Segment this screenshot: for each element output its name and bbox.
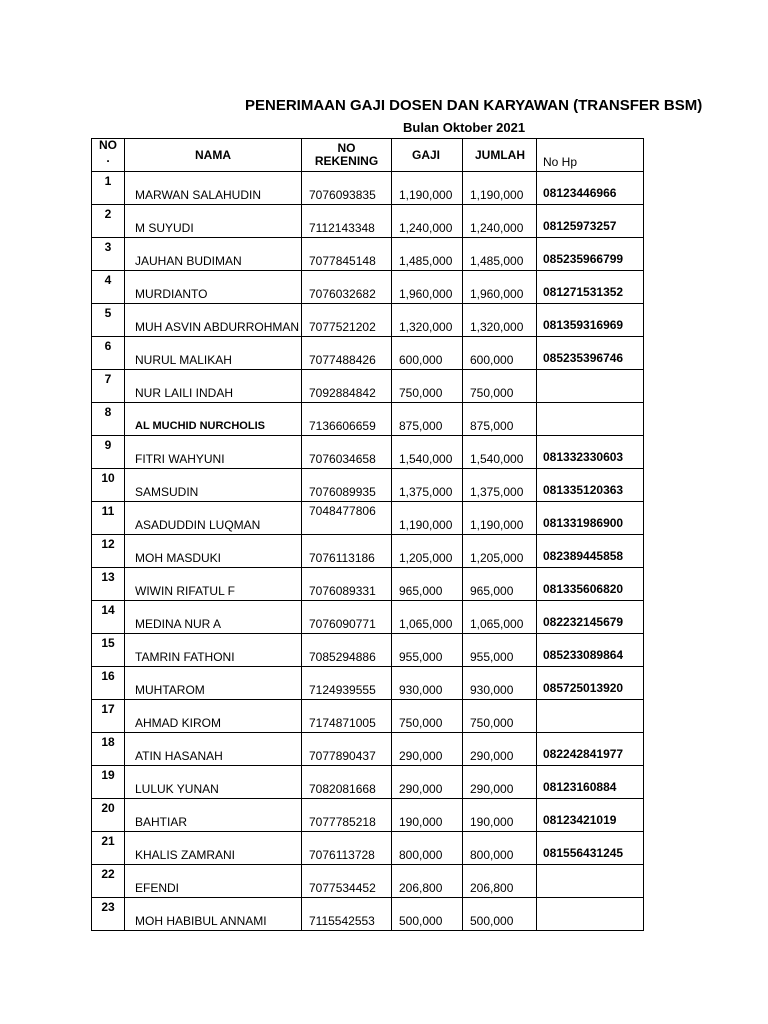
cell-no: 4 bbox=[92, 271, 125, 304]
column-header-rekening-line2: REKENING bbox=[314, 154, 379, 168]
cell-nama: WIWIN RIFATUL F bbox=[125, 568, 302, 601]
cell-gaji: 1,205,000 bbox=[392, 535, 463, 568]
cell-no: 13 bbox=[92, 568, 125, 601]
cell-nama: MOH MASDUKI bbox=[125, 535, 302, 568]
cell-hp: 08123421019 bbox=[537, 799, 644, 832]
cell-nama: MEDINA NUR A bbox=[125, 601, 302, 634]
cell-rekening: 7076032682 bbox=[302, 271, 392, 304]
cell-gaji: 750,000 bbox=[392, 370, 463, 403]
cell-gaji: 1,190,000 bbox=[392, 172, 463, 205]
cell-nama: MARWAN SALAHUDIN bbox=[125, 172, 302, 205]
cell-gaji: 500,000 bbox=[392, 898, 463, 931]
cell-no: 8 bbox=[92, 403, 125, 436]
document-subtitle: Bulan Oktober 2021 bbox=[403, 120, 526, 135]
table-row bbox=[92, 172, 644, 205]
table-row bbox=[92, 733, 644, 766]
cell-jumlah: 1,540,000 bbox=[463, 436, 537, 469]
cell-no: 5 bbox=[92, 304, 125, 337]
cell-jumlah: 930,000 bbox=[463, 667, 537, 700]
cell-gaji: 190,000 bbox=[392, 799, 463, 832]
table-row bbox=[92, 601, 644, 634]
cell-hp bbox=[537, 865, 644, 898]
cell-rekening: 7077488426 bbox=[302, 337, 392, 370]
cell-jumlah: 1,375,000 bbox=[463, 469, 537, 502]
cell-rekening: 7077521202 bbox=[302, 304, 392, 337]
cell-hp: 081332330603 bbox=[537, 436, 644, 469]
cell-no: 19 bbox=[92, 766, 125, 799]
cell-no: 11 bbox=[92, 502, 125, 535]
cell-hp bbox=[537, 370, 644, 403]
cell-jumlah: 206,800 bbox=[463, 865, 537, 898]
cell-nama: ASADUDDIN LUQMAN bbox=[125, 502, 302, 535]
cell-nama: AL MUCHID NURCHOLIS bbox=[125, 403, 302, 436]
table-row bbox=[92, 535, 644, 568]
cell-gaji: 930,000 bbox=[392, 667, 463, 700]
cell-jumlah: 965,000 bbox=[463, 568, 537, 601]
cell-rekening: 7076113186 bbox=[302, 535, 392, 568]
cell-gaji: 965,000 bbox=[392, 568, 463, 601]
cell-nama: KHALIS ZAMRANI bbox=[125, 832, 302, 865]
cell-no: 9 bbox=[92, 436, 125, 469]
cell-jumlah: 500,000 bbox=[463, 898, 537, 931]
cell-gaji: 1,190,000 bbox=[392, 502, 463, 535]
cell-hp bbox=[537, 898, 644, 931]
cell-no: 22 bbox=[92, 865, 125, 898]
cell-hp: 082389445858 bbox=[537, 535, 644, 568]
column-header-gaji: GAJI bbox=[392, 139, 463, 172]
cell-no: 17 bbox=[92, 700, 125, 733]
cell-rekening: 7077845148 bbox=[302, 238, 392, 271]
cell-jumlah: 1,190,000 bbox=[463, 172, 537, 205]
cell-no: 15 bbox=[92, 634, 125, 667]
cell-hp: 082242841977 bbox=[537, 733, 644, 766]
cell-nama: TAMRIN FATHONI bbox=[125, 634, 302, 667]
cell-jumlah: 1,485,000 bbox=[463, 238, 537, 271]
cell-rekening: 7174871005 bbox=[302, 700, 392, 733]
cell-rekening: 7076089331 bbox=[302, 568, 392, 601]
cell-rekening: 7076090771 bbox=[302, 601, 392, 634]
table-row bbox=[92, 898, 644, 931]
cell-jumlah: 290,000 bbox=[463, 733, 537, 766]
cell-nama: AHMAD KIROM bbox=[125, 700, 302, 733]
cell-hp: 082232145679 bbox=[537, 601, 644, 634]
cell-hp: 081271531352 bbox=[537, 271, 644, 304]
column-header-no-line2: . bbox=[106, 151, 110, 165]
cell-no: 10 bbox=[92, 469, 125, 502]
cell-nama: NUR LAILI INDAH bbox=[125, 370, 302, 403]
cell-nama: ATIN HASANAH bbox=[125, 733, 302, 766]
cell-gaji: 1,375,000 bbox=[392, 469, 463, 502]
table-row bbox=[92, 205, 644, 238]
cell-nama: JAUHAN BUDIMAN bbox=[125, 238, 302, 271]
column-header-no bbox=[92, 139, 125, 172]
cell-nama: EFENDI bbox=[125, 865, 302, 898]
table-row bbox=[92, 502, 644, 535]
cell-no: 23 bbox=[92, 898, 125, 931]
cell-rekening: 7092884842 bbox=[302, 370, 392, 403]
table-row bbox=[92, 700, 644, 733]
cell-gaji: 600,000 bbox=[392, 337, 463, 370]
cell-hp: 081359316969 bbox=[537, 304, 644, 337]
cell-rekening: 7077890437 bbox=[302, 733, 392, 766]
cell-nama: BAHTIAR bbox=[125, 799, 302, 832]
cell-rekening: 7082081668 bbox=[302, 766, 392, 799]
document-title: PENERIMAAN GAJI DOSEN DAN KARYAWAN (TRANSFER BSM) bbox=[245, 97, 703, 114]
cell-rekening: 7136606659 bbox=[302, 403, 392, 436]
column-header-jumlah: JUMLAH bbox=[463, 139, 537, 172]
cell-nama: MURDIANTO bbox=[125, 271, 302, 304]
table-row bbox=[92, 634, 644, 667]
cell-nama: MUH ASVIN ABDURROHMAN bbox=[125, 304, 302, 337]
cell-gaji: 290,000 bbox=[392, 766, 463, 799]
cell-nama: FITRI WAHYUNI bbox=[125, 436, 302, 469]
column-header-nama: NAMA bbox=[125, 139, 302, 172]
cell-jumlah: 1,960,000 bbox=[463, 271, 537, 304]
cell-no: 12 bbox=[92, 535, 125, 568]
cell-gaji: 1,320,000 bbox=[392, 304, 463, 337]
table-row bbox=[92, 304, 644, 337]
cell-rekening: 7076034658 bbox=[302, 436, 392, 469]
cell-jumlah: 1,065,000 bbox=[463, 601, 537, 634]
cell-hp: 085235966799 bbox=[537, 238, 644, 271]
cell-rekening: 7077534452 bbox=[302, 865, 392, 898]
cell-no: 16 bbox=[92, 667, 125, 700]
cell-hp: 08123160884 bbox=[537, 766, 644, 799]
cell-no: 18 bbox=[92, 733, 125, 766]
cell-no: 2 bbox=[92, 205, 125, 238]
cell-jumlah: 750,000 bbox=[463, 700, 537, 733]
cell-jumlah: 875,000 bbox=[463, 403, 537, 436]
column-header-hp: No Hp bbox=[537, 139, 644, 172]
cell-nama: LULUK YUNAN bbox=[125, 766, 302, 799]
cell-rekening: 7077785218 bbox=[302, 799, 392, 832]
cell-jumlah: 290,000 bbox=[463, 766, 537, 799]
column-header-rekening-line1: NO bbox=[337, 141, 356, 155]
table-row bbox=[92, 667, 644, 700]
cell-jumlah: 1,240,000 bbox=[463, 205, 537, 238]
cell-no: 7 bbox=[92, 370, 125, 403]
column-header-rekening bbox=[302, 139, 392, 172]
cell-hp: 081335120363 bbox=[537, 469, 644, 502]
cell-gaji: 1,485,000 bbox=[392, 238, 463, 271]
table-row bbox=[92, 337, 644, 370]
cell-hp: 085233089864 bbox=[537, 634, 644, 667]
cell-rekening: 7076089935 bbox=[302, 469, 392, 502]
cell-hp: 085235396746 bbox=[537, 337, 644, 370]
cell-rekening: 7085294886 bbox=[302, 634, 392, 667]
cell-rekening: 7115542553 bbox=[302, 898, 392, 931]
cell-hp: 081556431245 bbox=[537, 832, 644, 865]
table-row bbox=[92, 799, 644, 832]
cell-hp bbox=[537, 403, 644, 436]
cell-gaji: 1,960,000 bbox=[392, 271, 463, 304]
cell-hp: 081335606820 bbox=[537, 568, 644, 601]
cell-hp: 081331986900 bbox=[537, 502, 644, 535]
cell-nama: MUHTAROM bbox=[125, 667, 302, 700]
table-row bbox=[92, 271, 644, 304]
table-body bbox=[92, 172, 644, 931]
cell-gaji: 800,000 bbox=[392, 832, 463, 865]
cell-rekening: 7076113728 bbox=[302, 832, 392, 865]
cell-no: 14 bbox=[92, 601, 125, 634]
cell-gaji: 1,065,000 bbox=[392, 601, 463, 634]
cell-no: 3 bbox=[92, 238, 125, 271]
table-row bbox=[92, 865, 644, 898]
cell-no: 21 bbox=[92, 832, 125, 865]
cell-gaji: 750,000 bbox=[392, 700, 463, 733]
cell-jumlah: 1,190,000 bbox=[463, 502, 537, 535]
cell-nama: NURUL MALIKAH bbox=[125, 337, 302, 370]
table-row bbox=[92, 568, 644, 601]
cell-no: 6 bbox=[92, 337, 125, 370]
table-row bbox=[92, 436, 644, 469]
cell-rekening: 7048477806 bbox=[302, 502, 392, 535]
table-row bbox=[92, 469, 644, 502]
cell-jumlah: 600,000 bbox=[463, 337, 537, 370]
cell-jumlah: 190,000 bbox=[463, 799, 537, 832]
cell-nama: MOH HABIBUL ANNAMI bbox=[125, 898, 302, 931]
cell-hp: 08125973257 bbox=[537, 205, 644, 238]
cell-rekening: 7076093835 bbox=[302, 172, 392, 205]
cell-nama: M SUYUDI bbox=[125, 205, 302, 238]
cell-jumlah: 800,000 bbox=[463, 832, 537, 865]
cell-jumlah: 1,205,000 bbox=[463, 535, 537, 568]
table-row bbox=[92, 832, 644, 865]
column-header-no-line1: NO bbox=[99, 138, 117, 152]
cell-jumlah: 955,000 bbox=[463, 634, 537, 667]
table-row bbox=[92, 766, 644, 799]
cell-rekening: 7112143348 bbox=[302, 205, 392, 238]
cell-hp: 085725013920 bbox=[537, 667, 644, 700]
table-row bbox=[92, 403, 644, 436]
cell-gaji: 1,240,000 bbox=[392, 205, 463, 238]
cell-hp bbox=[537, 700, 644, 733]
cell-no: 1 bbox=[92, 172, 125, 205]
cell-jumlah: 750,000 bbox=[463, 370, 537, 403]
table-row bbox=[92, 238, 644, 271]
salary-table bbox=[91, 138, 644, 931]
cell-gaji: 955,000 bbox=[392, 634, 463, 667]
table-row bbox=[92, 370, 644, 403]
cell-rekening: 7124939555 bbox=[302, 667, 392, 700]
cell-gaji: 1,540,000 bbox=[392, 436, 463, 469]
cell-no: 20 bbox=[92, 799, 125, 832]
cell-hp: 08123446966 bbox=[537, 172, 644, 205]
cell-gaji: 206,800 bbox=[392, 865, 463, 898]
cell-gaji: 290,000 bbox=[392, 733, 463, 766]
cell-nama: SAMSUDIN bbox=[125, 469, 302, 502]
cell-jumlah: 1,320,000 bbox=[463, 304, 537, 337]
table-header-row bbox=[92, 139, 644, 172]
cell-gaji: 875,000 bbox=[392, 403, 463, 436]
